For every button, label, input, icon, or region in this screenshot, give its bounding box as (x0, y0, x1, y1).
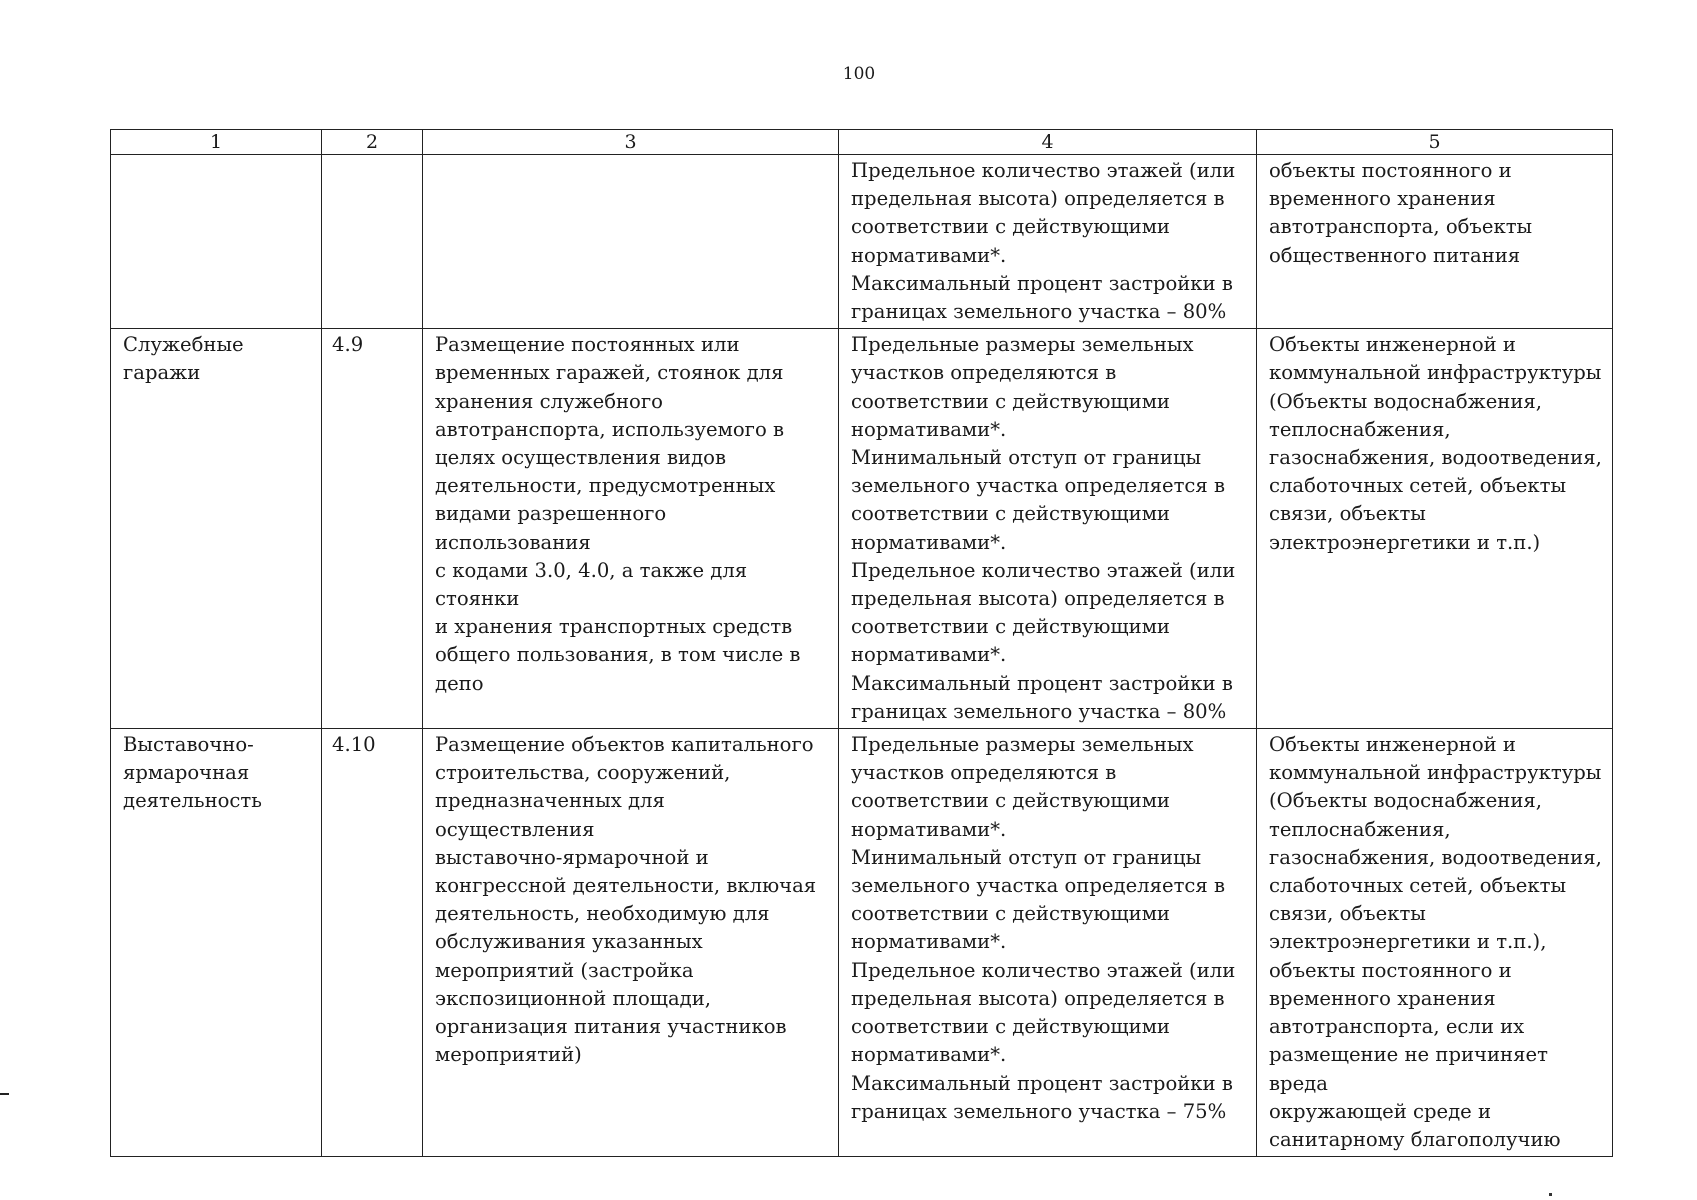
parameters-cell: Предельные размеры земельных участков определяются в соответствии с действующими нормативами*. Минимальный отступ от границы земельного участка определяется в соответствии с действующими нормативами*. Предельное количество этажей (или предельная высота) определяется в соответствии с действующими нормативами*. Максимальный процент застройки в границах земельного участка – 75% (839, 729, 1257, 1157)
table-header-row (111, 130, 1613, 155)
objects-cell: объекты постоянного и временного хранения автотранспорта, объекты общественного питания (1257, 155, 1613, 329)
column-header-2: 2 (322, 130, 423, 155)
use-name-cell (111, 155, 322, 329)
use-description-cell (423, 155, 839, 329)
table-row (111, 729, 1613, 1157)
scan-dot (1549, 1193, 1552, 1196)
table-row (111, 155, 1613, 329)
objects-cell: Объекты инженерной и коммунальной инфраструктуры (Объекты водоснабжения, теплоснабжения, газоснабжения, водоотведения, слаботочных сетей, объекты связи, объекты электроэнергетики и т.п.), объекты постоянного и временного хранения автотранспорта, если их размещение не причиняет вреда окружающей среде и санитарному благополучию (1257, 729, 1613, 1157)
land-use-table (110, 129, 1613, 1157)
column-header-3: 3 (423, 130, 839, 155)
use-name-cell: Служебные гаражи (111, 329, 322, 729)
table-row (111, 329, 1613, 729)
use-description-cell: Размещение постоянных или временных гаражей, стоянок для хранения служебного автотранспорта, используемого в целях осуществления видов деятельности, предусмотренных видами разрешенного использования с кодами 3.0, 4.0, а также для стоянки и хранения транспортных средств общего пользования, в том числе в депо (423, 329, 839, 729)
column-header-5: 5 (1257, 130, 1613, 155)
objects-cell: Объекты инженерной и коммунальной инфраструктуры (Объекты водоснабжения, теплоснабжения, газоснабжения, водоотведения, слаботочных сетей, объекты связи, объекты электроэнергетики и т.п.) (1257, 329, 1613, 729)
use-code-cell: 4.10 (322, 729, 423, 1157)
column-header-4: 4 (839, 130, 1257, 155)
column-header-1: 1 (111, 130, 322, 155)
margin-mark (0, 1093, 9, 1095)
use-code-cell (322, 155, 423, 329)
page-number: 100 (842, 64, 876, 84)
parameters-cell: Предельное количество этажей (или предельная высота) определяется в соответствии с действующими нормативами*. Максимальный процент застройки в границах земельного участка – 80% (839, 155, 1257, 329)
use-code-cell: 4.9 (322, 329, 423, 729)
use-name-cell: Выставочно- ярмарочная деятельность (111, 729, 322, 1157)
parameters-cell: Предельные размеры земельных участков определяются в соответствии с действующими нормативами*. Минимальный отступ от границы земельного участка определяется в соответствии с действующими нормативами*. Предельное количество этажей (или предельная высота) определяется в соответствии с действующими нормативами*. Максимальный процент застройки в границах земельного участка – 80% (839, 329, 1257, 729)
use-description-cell: Размещение объектов капитального строительства, сооружений, предназначенных для осуществления выставочно-ярмарочной и конгрессной деятельности, включая деятельность, необходимую для обслуживания указанных мероприятий (застройка экспозиционной площади, организация питания участников мероприятий) (423, 729, 839, 1157)
